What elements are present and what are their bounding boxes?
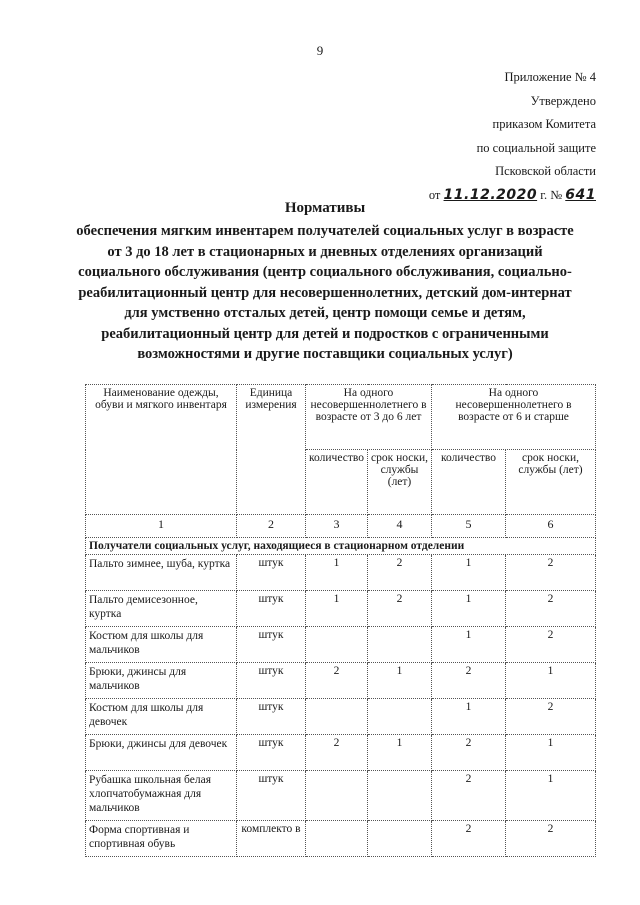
item-unit: штук: [237, 555, 306, 591]
approval-block: [396, 66, 596, 207]
header-row: [86, 385, 596, 450]
column-number: 5: [432, 515, 506, 538]
qty-age-3-6: [306, 771, 368, 821]
item-name: Пальто демисезонное, куртка: [86, 591, 237, 627]
qty-age-3-6: [306, 699, 368, 735]
qty-age-6-plus: 1: [432, 591, 506, 627]
term-age-6-plus: 1: [506, 735, 596, 771]
header-term-1: срок носки, службы (лет): [368, 450, 432, 515]
qty-age-6-plus: 1: [432, 627, 506, 663]
item-name: Костюм для школы для девочек: [86, 699, 237, 735]
column-number: 1: [86, 515, 237, 538]
term-age-6-plus: 2: [506, 591, 596, 627]
item-unit: штук: [237, 591, 306, 627]
header-group-age-6-plus: На одного несовершеннолетнего в возрасте от 6 и старше: [432, 385, 596, 450]
item-name: Брюки, джинсы для мальчиков: [86, 663, 237, 699]
term-age-6-plus: 1: [506, 771, 596, 821]
column-number: 4: [368, 515, 432, 538]
table-row: [86, 663, 596, 699]
table-row: [86, 735, 596, 771]
item-unit: штук: [237, 627, 306, 663]
term-age-6-plus: 2: [506, 699, 596, 735]
table-row: [86, 821, 596, 857]
term-age-6-plus: 2: [506, 627, 596, 663]
column-number: 3: [306, 515, 368, 538]
item-name: Костюм для школы для мальчиков: [86, 627, 237, 663]
table-row: [86, 555, 596, 591]
item-name: Пальто зимнее, шуба, куртка: [86, 555, 237, 591]
qty-age-6-plus: 2: [432, 663, 506, 699]
item-name: Форма спортивная и спортивная обувь: [86, 821, 237, 857]
term-age-3-6: [368, 699, 432, 735]
header-qty-1: количество: [306, 450, 368, 515]
qty-age-3-6: [306, 627, 368, 663]
appendix-label: Приложение № 4: [504, 70, 596, 84]
header-name: Наименование одежды, обуви и мягкого инвентаря: [86, 385, 237, 515]
table-row: [86, 771, 596, 821]
item-unit: штук: [237, 699, 306, 735]
order-label: приказом Комитета: [492, 117, 596, 131]
item-name: Рубашка школьная белая хлопчатобумажная для мальчиков: [86, 771, 237, 821]
header-term-2: срок носки, службы (лет): [506, 450, 596, 515]
region-label: Псковской области: [495, 164, 596, 178]
table-row: [86, 591, 596, 627]
item-name: Брюки, джинсы для девочек: [86, 735, 237, 771]
term-age-3-6: 2: [368, 591, 432, 627]
number-prefix: г. №: [540, 187, 563, 202]
norms-table: [85, 384, 596, 857]
qty-age-3-6: 2: [306, 663, 368, 699]
term-age-3-6: [368, 821, 432, 857]
order-number: 641: [565, 186, 596, 203]
qty-age-3-6: [306, 821, 368, 857]
term-age-3-6: 2: [368, 555, 432, 591]
qty-age-6-plus: 1: [432, 699, 506, 735]
qty-age-6-plus: 1: [432, 555, 506, 591]
document-subtitle: обеспечения мягким инвентарем получателей социальных услуг в возрасте от 3 до 18 лет в стационарных и дневных отделениях организаций социального обслуживания (центр социального обслуживания, социально-реабилитационный центр для несовершеннолетних, детский дом-интернат для умственно отсталых детей, центр помощи семье и детям, реабилитационный центр для детей и подростков с ограниченными возможностями и другие поставщики социальных услуг): [76, 223, 574, 362]
term-age-3-6: [368, 771, 432, 821]
table-row: [86, 627, 596, 663]
document-title: Нормативы: [284, 200, 366, 216]
term-age-3-6: 1: [368, 663, 432, 699]
column-number: 6: [506, 515, 596, 538]
item-unit: комплекто в: [237, 821, 306, 857]
header-qty-2: количество: [432, 450, 506, 515]
term-age-6-plus: 2: [506, 821, 596, 857]
qty-age-3-6: 1: [306, 555, 368, 591]
term-age-3-6: 1: [368, 735, 432, 771]
item-unit: штук: [237, 735, 306, 771]
qty-age-6-plus: 2: [432, 821, 506, 857]
section-row: [86, 538, 596, 555]
table-row: [86, 699, 596, 735]
order-date: 11.12.2020: [443, 186, 538, 203]
committee-label: по социальной защите: [476, 140, 596, 155]
column-number-row: [86, 515, 596, 538]
column-number: 2: [237, 515, 306, 538]
term-age-6-plus: 2: [506, 555, 596, 591]
term-age-6-plus: 1: [506, 663, 596, 699]
qty-age-3-6: 1: [306, 591, 368, 627]
header-unit: Единица измерения: [237, 385, 306, 515]
approved-label: Утверждено: [530, 93, 596, 108]
header-group-age-3-6: На одного несовершеннолетнего в возрасте от 3 до 6 лет: [306, 385, 432, 450]
qty-age-3-6: 2: [306, 735, 368, 771]
term-age-3-6: [368, 627, 432, 663]
date-prefix: от: [428, 187, 441, 202]
page-number: 9: [316, 43, 324, 58]
section-title: Получатели социальных услуг, находящиеся в стационарном отделении: [86, 538, 596, 555]
item-unit: штук: [237, 771, 306, 821]
item-unit: штук: [237, 663, 306, 699]
qty-age-6-plus: 2: [432, 771, 506, 821]
qty-age-6-plus: 2: [432, 735, 506, 771]
